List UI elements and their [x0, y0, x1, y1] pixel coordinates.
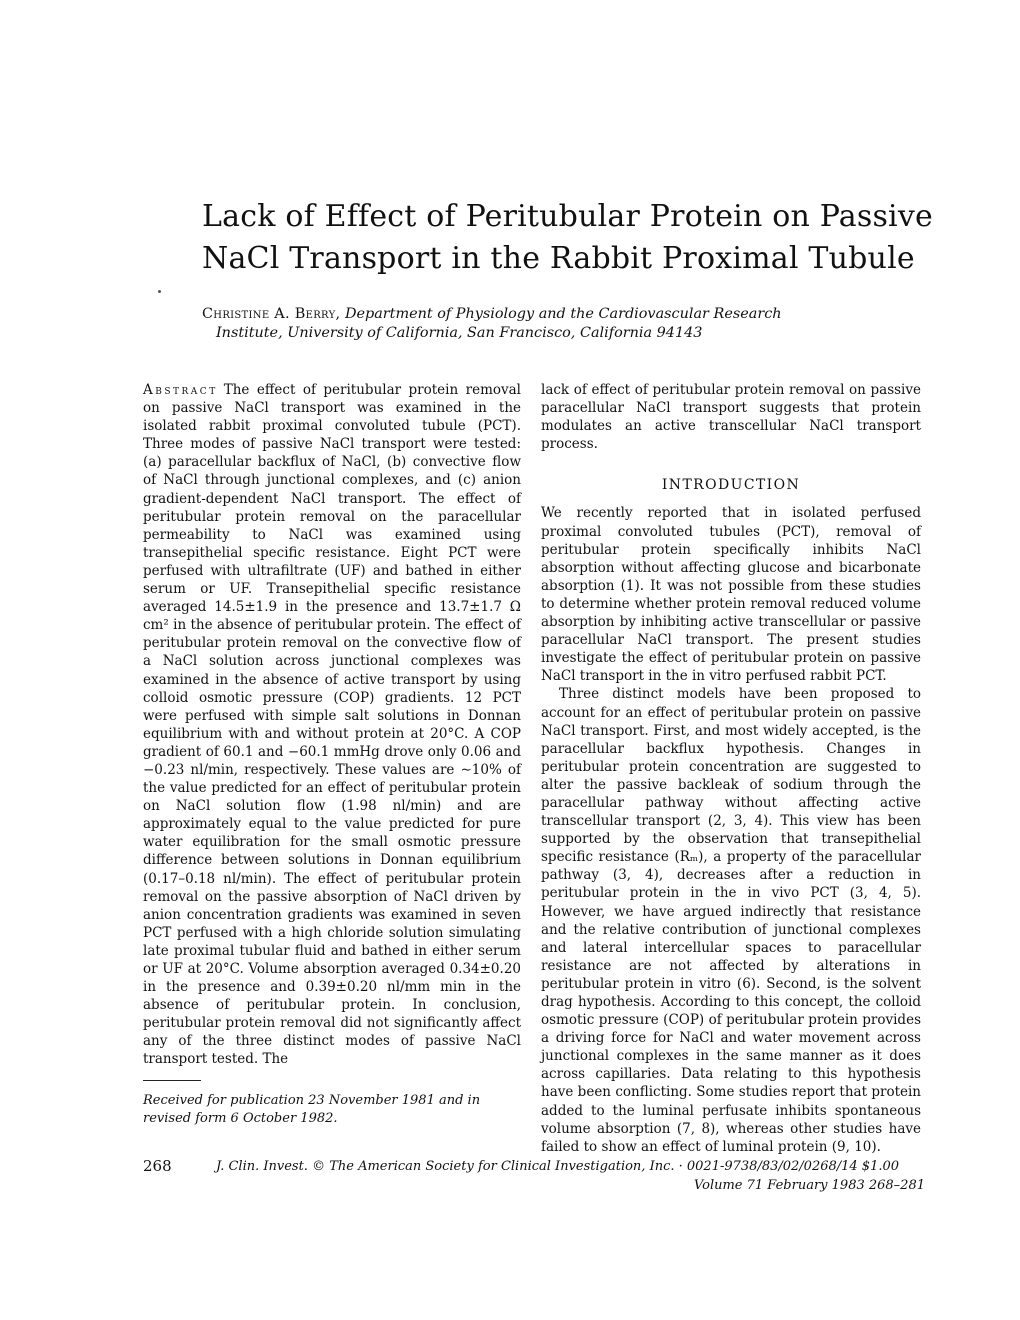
abstract-label: Abstract: [143, 382, 218, 398]
article-title: [202, 196, 933, 280]
author-affiliation-line-1: Department of Physiology and the Cardiovascular Research: [344, 306, 782, 322]
margin-dot: [158, 290, 161, 293]
abstract-text: The effect of peritubular protein removal on passive NaCl transport was examined in the isolated rabbit proximal convoluted tubule (PCT). Three modes of passive NaCl transport were tested: (a) paracellular backflux of NaCl, (b) convective flow of NaCl through junctional complexes, and (c) anion gradient-dependent NaCl transport. The effect of peritubular protein removal on the paracellular permeability to NaCl was examined using transepithelial specific resistance. Eight PCT were perfused with ultrafiltrate (UF) and bathed in either serum or UF. Transepithelial specific resistance averaged 14.5±1.9 in the presence and 13.7±1.7 Ω cm² in the absence of peritubular protein. The effect of peritubular protein removal on the convective flow of a NaCl solution across junctional complexes was examined in the absence of active transport by using colloid osmotic pressure (COP) gradients. 12 PCT were perfused with simple salt solutions in Donnan equilibrium with and without protein at 20°C. A COP gradient of 60.1 and −60.1 mmHg drove only 0.06 and −0.23 nl/min, respectively. These values are ∼10% of the value predicted for an effect of peritubular protein on NaCl solution flow (1.98 nl/min) and are approximately equal to the value predicted for pure water equilibration for the small osmotic pressure difference between solutions in Donnan equilibrium (0.17–0.18 nl/min). The effect of peritubular protein removal on the passive absorption of NaCl driven by anion concentration gradients was examined in seven PCT perfused with a high chloride solution simulating late proximal tubular fluid and bathed in either serum or UF at 20°C. Volume absorption averaged 0.34±0.20 in the presence and 0.39±0.20 nl/mm min in the absence of peritubular protein. In conclusion, peritubular protein removal did not significantly affect any of the three distinct modes of passive NaCl transport tested. The: [143, 382, 521, 1068]
left-column: [143, 381, 521, 1069]
author-name: Christine A. Berry,: [202, 306, 341, 322]
volume-citation: Volume 71 February 1983 268–281: [693, 1178, 925, 1193]
abstract: [143, 381, 521, 1069]
introduction-paragraph-1: We recently reported that in isolated perfused proximal convoluted tubules (PCT), removal of peritubular protein specifically inhibits NaCl absorption without affecting glucose and bicarbonate absorption (1). It was not possible from these studies to determine whether protein removal reduced volume absorption by inhibiting active transcellular or passive paracellular NaCl transport. The present studies investigate the effect of peritubular protein on passive NaCl transport in the in vitro perfused rabbit PCT.: [541, 505, 921, 685]
title-line-2: NaCl Transport in the Rabbit Proximal Tubule: [202, 241, 915, 276]
received-footnote: Received for publication 23 November 1981 and in revised form 6 October 1982.: [143, 1093, 481, 1126]
journal-citation: J. Clin. Invest. © The American Society for Clinical Investigation, Inc. · 0021-9738/83/02/0268/14 $1.00: [216, 1159, 900, 1174]
footnote-rule: [143, 1080, 201, 1081]
title-line-1: Lack of Effect of Peritubular Protein on Passive: [202, 199, 933, 234]
right-column: [541, 381, 921, 1156]
introduction-paragraph-2: Three distinct models have been proposed to account for an effect of peritubular protein on passive NaCl transport. First, and most widely accepted, is the paracellular backflux hypothesis. Changes in peritubular protein concentration are suggested to alter the passive backleak of sodium through the paracellular pathway without affecting active transcellular transport (2, 3, 4). This view has been supported by the observation that transepithelial specific resistance (Rₘ), a property of the paracellular pathway (3, 4), decreases after a reduction in peritubular protein in the in vivo PCT (3, 4, 5). However, we have argued indirectly that resistance and the relative contribution of junctional complexes and lateral intercellular spaces to paracellular resistance are not affected by alterations in peritubular protein in vitro (6). Second, is the solvent drag hypothesis. According to this concept, the colloid osmotic pressure (COP) of peritubular protein provides a driving force for NaCl and water movement across junctional complexes in the same manner as it does across capillaries. Data relating to this hypothesis have been conflicting. Some studies report that protein added to the luminal perfusate inhibits spontaneous volume absorption (7, 8), whereas other studies have failed to show an effect of luminal protein (9, 10).: [541, 686, 921, 1155]
author-affiliation-line-2: Institute, University of California, San Francisco, California 94143: [216, 325, 703, 341]
abstract-continuation: lack of effect of peritubular protein removal on passive paracellular NaCl transport suggests that protein modulates an active transcellular NaCl transport process.: [541, 382, 921, 453]
page-number: 268: [143, 1157, 172, 1175]
author-block: [202, 305, 842, 343]
introduction-heading: INTRODUCTION: [661, 477, 801, 494]
